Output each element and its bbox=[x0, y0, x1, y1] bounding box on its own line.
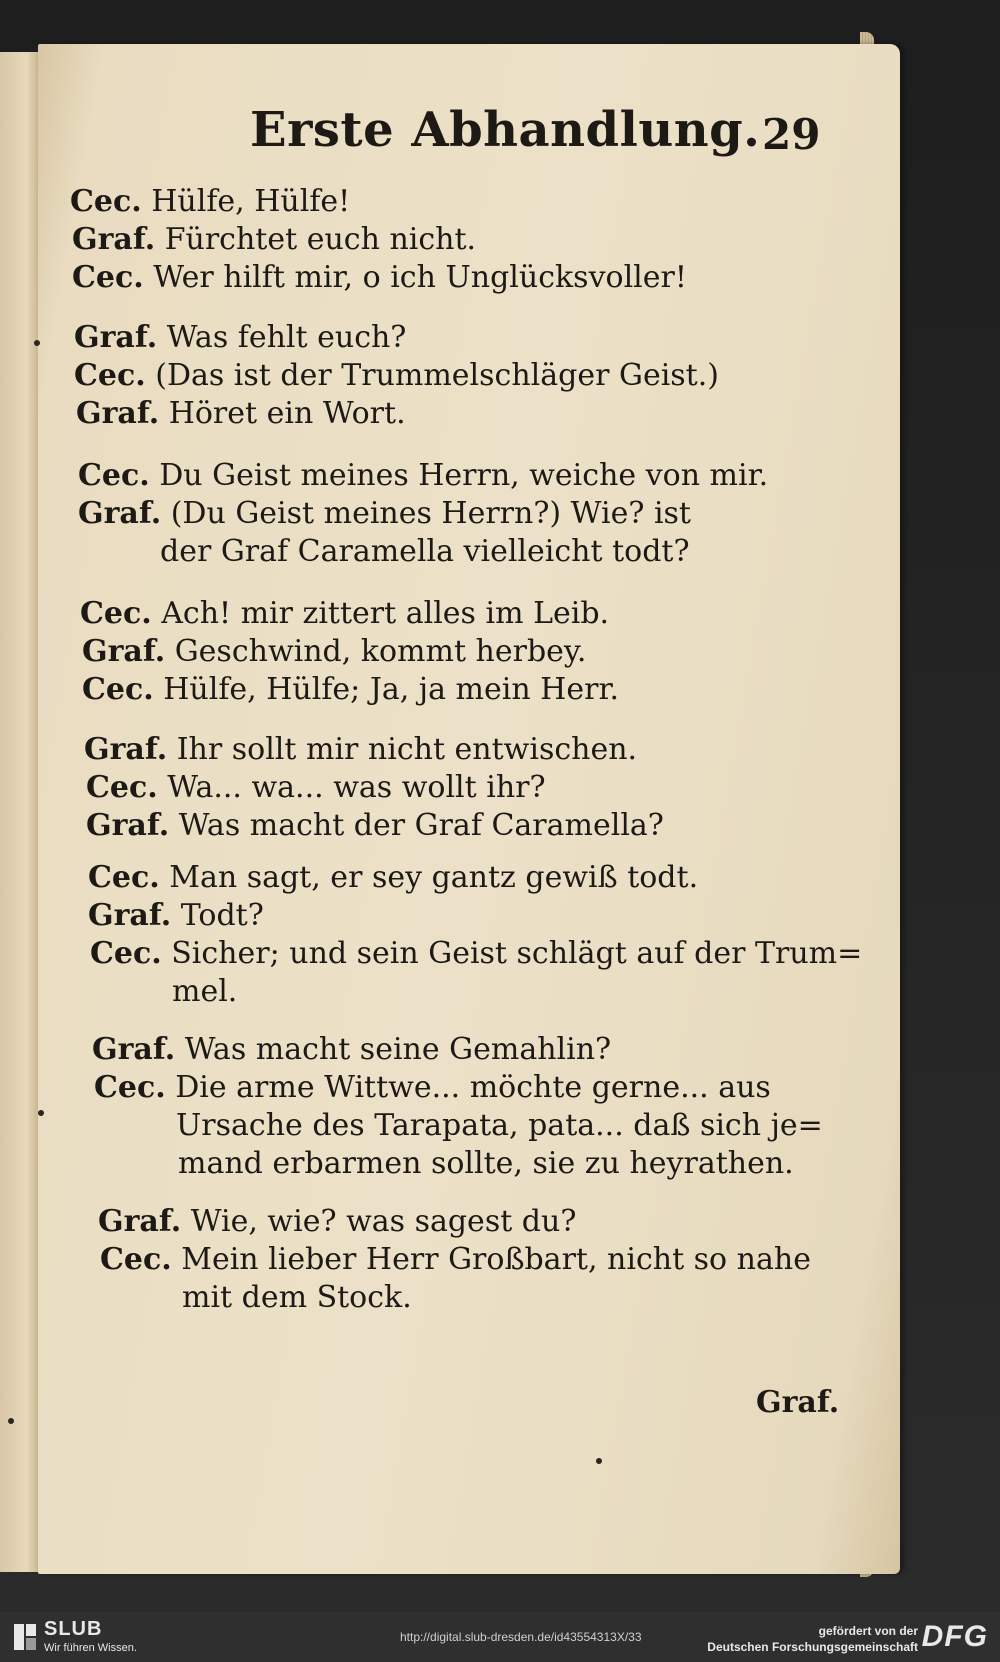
spoken-text: Sicher; und sein Geist schlägt auf der Trum= bbox=[171, 936, 863, 971]
ink-speck bbox=[34, 340, 40, 346]
speaker-name: Graf. bbox=[74, 320, 158, 355]
spoken-text: Die arme Wittwe... möchte gerne... aus bbox=[175, 1070, 771, 1105]
spoken-text: (Du Geist meines Herrn?) Wie? ist bbox=[170, 496, 691, 531]
dialogue-line bbox=[74, 356, 719, 396]
dialogue-line bbox=[78, 494, 691, 534]
spoken-text: Hülfe, Hülfe! bbox=[151, 184, 351, 219]
speaker-name: Graf. bbox=[78, 496, 162, 531]
spoken-text: Geschwind, kommt herbey. bbox=[174, 634, 587, 669]
dialogue-line bbox=[72, 258, 687, 298]
running-head: Erste Abhandlung. bbox=[250, 102, 761, 158]
dialogue-line bbox=[90, 972, 237, 1012]
speaker-name: Cec. bbox=[100, 1242, 172, 1277]
spoken-text: Höret ein Wort. bbox=[168, 396, 406, 431]
speaker-name: Cec. bbox=[78, 458, 150, 493]
speaker-name: Graf. bbox=[82, 634, 166, 669]
speaker-name: Graf. bbox=[92, 1032, 176, 1067]
speaker-name: Cec. bbox=[74, 358, 146, 393]
permalink-url[interactable]: http://digital.slub-dresden.de/id43554313X/33 bbox=[400, 1630, 642, 1644]
speaker-name: Cec. bbox=[90, 936, 162, 971]
spoken-text: Wer hilft mir, o ich Unglücksvoller! bbox=[153, 260, 687, 295]
speaker-name: Cec. bbox=[70, 184, 142, 219]
dialogue-line bbox=[82, 670, 619, 710]
catchword: Graf. bbox=[756, 1385, 840, 1420]
ink-speck bbox=[8, 1418, 14, 1424]
spoken-text: Wie, wie? was sagest du? bbox=[190, 1204, 577, 1239]
dialogue-line bbox=[96, 1144, 794, 1184]
viewer-footer bbox=[0, 1612, 1000, 1662]
dialogue-line bbox=[92, 1030, 611, 1070]
library-tagline: Wir führen Wissen. bbox=[44, 1642, 137, 1654]
speaker-name: Cec. bbox=[82, 672, 154, 707]
ink-speck bbox=[596, 1458, 602, 1464]
dialogue-line bbox=[88, 896, 264, 936]
dialogue-line bbox=[90, 934, 862, 974]
spoken-text: Wa... wa... was wollt ihr? bbox=[167, 770, 546, 805]
spoken-text: Was macht der Graf Caramella? bbox=[178, 808, 664, 843]
funding-note-line1: gefördert von der bbox=[818, 1624, 918, 1638]
previous-page-edge bbox=[0, 52, 39, 1572]
spoken-text: Todt? bbox=[180, 898, 264, 933]
dialogue-line bbox=[80, 594, 609, 634]
funding-note-line2: Deutschen Forschungsgemeinschaft bbox=[707, 1640, 918, 1654]
spoken-text: Was fehlt euch? bbox=[166, 320, 407, 355]
spoken-text: Ach! mir zittert alles im Leib. bbox=[161, 596, 610, 631]
dialogue-line bbox=[76, 394, 406, 434]
dialogue-line bbox=[100, 1240, 811, 1280]
speaker-name: Cec. bbox=[94, 1070, 166, 1105]
speaker-name: Graf. bbox=[84, 732, 168, 767]
spoken-text: mit dem Stock. bbox=[182, 1280, 412, 1315]
speaker-name: Cec. bbox=[86, 770, 158, 805]
dialogue-line bbox=[72, 220, 476, 260]
dialogue-line bbox=[100, 1278, 412, 1318]
speaker-name: Graf. bbox=[72, 222, 156, 257]
spoken-text: Man sagt, er sey gantz gewiß todt. bbox=[169, 860, 699, 895]
speaker-name: Graf. bbox=[98, 1204, 182, 1239]
dialogue-line bbox=[94, 1106, 823, 1146]
speaker-name: Graf. bbox=[86, 808, 170, 843]
spoken-text: der Graf Caramella vielleicht todt? bbox=[160, 534, 690, 569]
speaker-name: Cec. bbox=[88, 860, 160, 895]
dialogue-line bbox=[74, 318, 406, 358]
ink-speck bbox=[38, 1110, 44, 1116]
spoken-text: Du Geist meines Herrn, weiche von mir. bbox=[159, 458, 769, 493]
dialogue-line bbox=[84, 730, 637, 770]
dialogue-line bbox=[82, 632, 586, 672]
speaker-name: Graf. bbox=[76, 396, 160, 431]
dialogue-line bbox=[78, 532, 690, 572]
slub-logo-icon bbox=[12, 1622, 38, 1652]
spoken-text: Mein lieber Herr Großbart, nicht so nahe bbox=[181, 1242, 811, 1277]
spoken-text: Hülfe, Hülfe; Ja, ja mein Herr. bbox=[163, 672, 620, 707]
spoken-text: Ursache des Tarapata, pata... daß sich je= bbox=[176, 1108, 823, 1143]
spoken-text: mand erbarmen sollte, sie zu heyrathen. bbox=[178, 1146, 794, 1181]
dialogue-line bbox=[78, 456, 768, 496]
dialogue-line bbox=[98, 1202, 576, 1242]
dialogue-line bbox=[86, 768, 546, 808]
dfg-logo-icon: DFG bbox=[921, 1620, 988, 1653]
speaker-name: Cec. bbox=[80, 596, 152, 631]
spoken-text: (Das ist der Trummelschläger Geist.) bbox=[155, 358, 719, 393]
speaker-name: Graf. bbox=[88, 898, 172, 933]
page-number: 29 bbox=[762, 110, 821, 159]
library-name: SLUB bbox=[44, 1618, 103, 1640]
spoken-text: Fürchtet euch nicht. bbox=[164, 222, 477, 257]
dialogue-line bbox=[70, 182, 350, 222]
spoken-text: Was macht seine Gemahlin? bbox=[184, 1032, 612, 1067]
dialogue-line bbox=[94, 1068, 771, 1108]
dialogue-line bbox=[86, 806, 664, 846]
spoken-text: mel. bbox=[172, 974, 238, 1009]
speaker-name: Cec. bbox=[72, 260, 144, 295]
spoken-text: Ihr sollt mir nicht entwischen. bbox=[176, 732, 638, 767]
dialogue-line bbox=[88, 858, 698, 898]
